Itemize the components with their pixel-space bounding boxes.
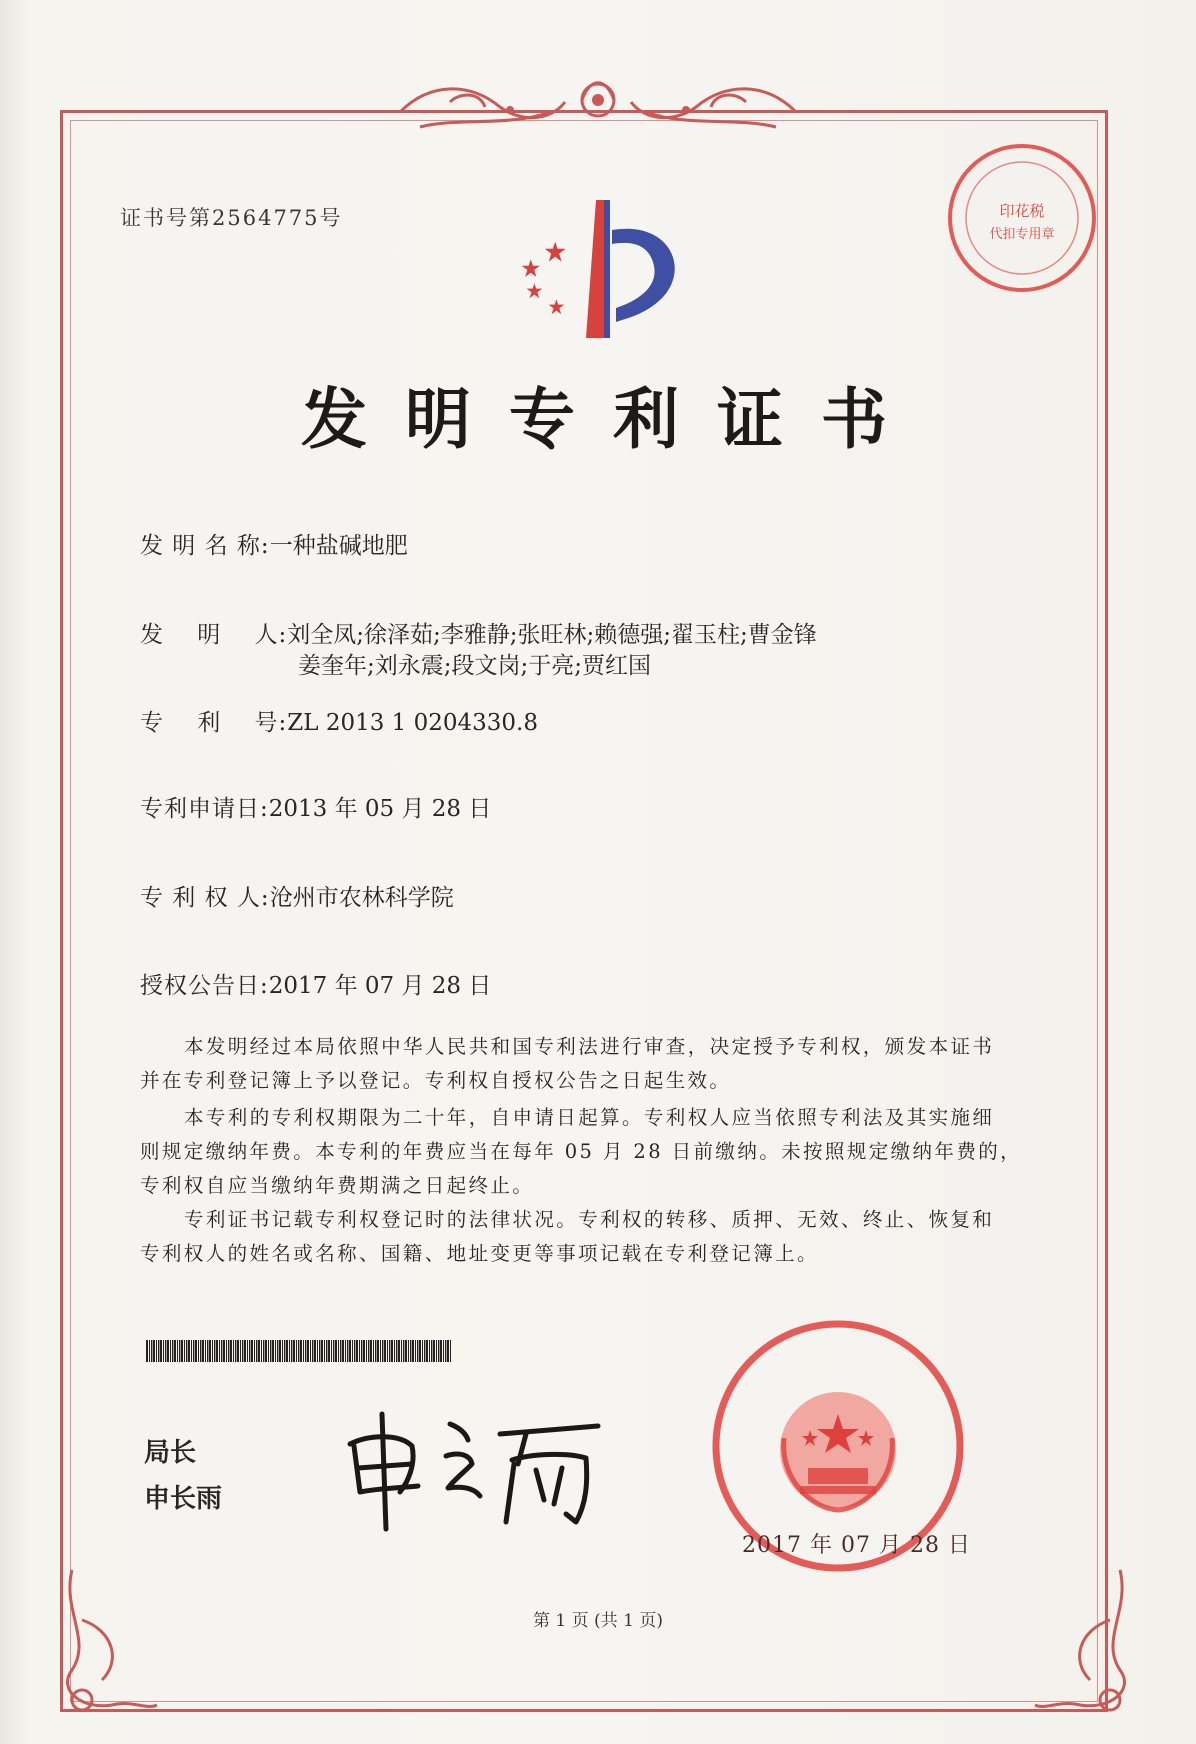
patent-number-value: ZL 2013 1 0204330.8 [287,710,538,736]
body-p3-line2: 专利权人的姓名或名称、国籍、地址变更等事项记载在专利登记簿上。 [140,1242,819,1265]
director-signature [330,1404,610,1534]
certificate-number: 证书号第2564775号 [120,206,343,230]
invention-name-value: 一种盐碱地肥 [269,533,408,559]
inventors-line2: 姜奎年;刘永震;段文岗;于亮;贾红国 [298,653,651,679]
patent-office-emblem-icon [500,200,700,340]
filing-date-label: 专利申请日: [140,796,269,822]
inventors-label: 发 明 人: [140,622,288,648]
seal-date: 2017 年 07 月 28 日 [742,1533,971,1558]
patentee-field [140,882,454,914]
inventors-line1: 刘全凤;徐泽茹;李雅静;张旺林;赖德强;翟玉柱;曹金锋 [287,622,817,648]
page-number: 第 1 页 (共 1 页) [533,1611,663,1631]
top-ornament [390,72,806,142]
grant-date-field [140,970,491,1002]
tax-seal-stamp [944,140,1100,296]
director-title: 局长 [144,1438,197,1468]
filing-date-value: 2013 年 05 月 28 日 [268,796,492,822]
patentee-label: 专 利 权 人: [140,885,270,911]
patent-number-field [140,707,538,739]
bottom-right-ornament [1030,1560,1140,1720]
grant-date-label: 授权公告日: [140,973,269,999]
body-p2-line2: 则规定缴纳年费。本专利的年费应当在每年 05 月 28 日前缴纳。未按照规定缴纳年费的， [140,1140,1023,1163]
barcode [146,1340,452,1362]
body-p2-line1: 本专利的专利权期限为二十年，自申请日起算。专利权人应当依照专利法及其实施细 [184,1106,995,1129]
filing-date-field [140,793,491,825]
tax-stamp-line1: 印花税 [999,202,1045,220]
patent-number-label: 专 利 号: [140,710,288,736]
inventors-field [140,619,817,651]
body-paragraph-3 [140,1203,1038,1271]
body-paragraph-2 [140,1101,1038,1203]
bottom-left-ornament [52,1560,162,1720]
body-p3-line1: 专利证书记载专利权登记时的法律状况。专利权的转移、质押、无效、终止、恢复和 [184,1208,995,1231]
body-p1-line1: 本发明经过本局依照中华人民共和国专利法进行审查，决定授予专利权，颁发本证书 [184,1035,995,1058]
tax-stamp-line2: 代扣专用章 [989,227,1055,242]
invention-name-label: 发 明 名 称: [140,533,270,559]
document-title: 发明专利证书 [301,381,925,458]
patentee-value: 沧州市农林科学院 [269,885,454,911]
body-p2-line3: 专利权自应当缴纳年费期满之日起终止。 [140,1174,535,1197]
invention-name-field [140,530,408,562]
grant-date-value: 2017 年 07 月 28 日 [268,973,492,999]
body-paragraph-1 [140,1030,1038,1098]
body-p1-line2: 并在专利登记簿上予以登记。专利权自授权公告之日起生效。 [140,1069,732,1092]
director-name: 申长雨 [144,1484,223,1514]
